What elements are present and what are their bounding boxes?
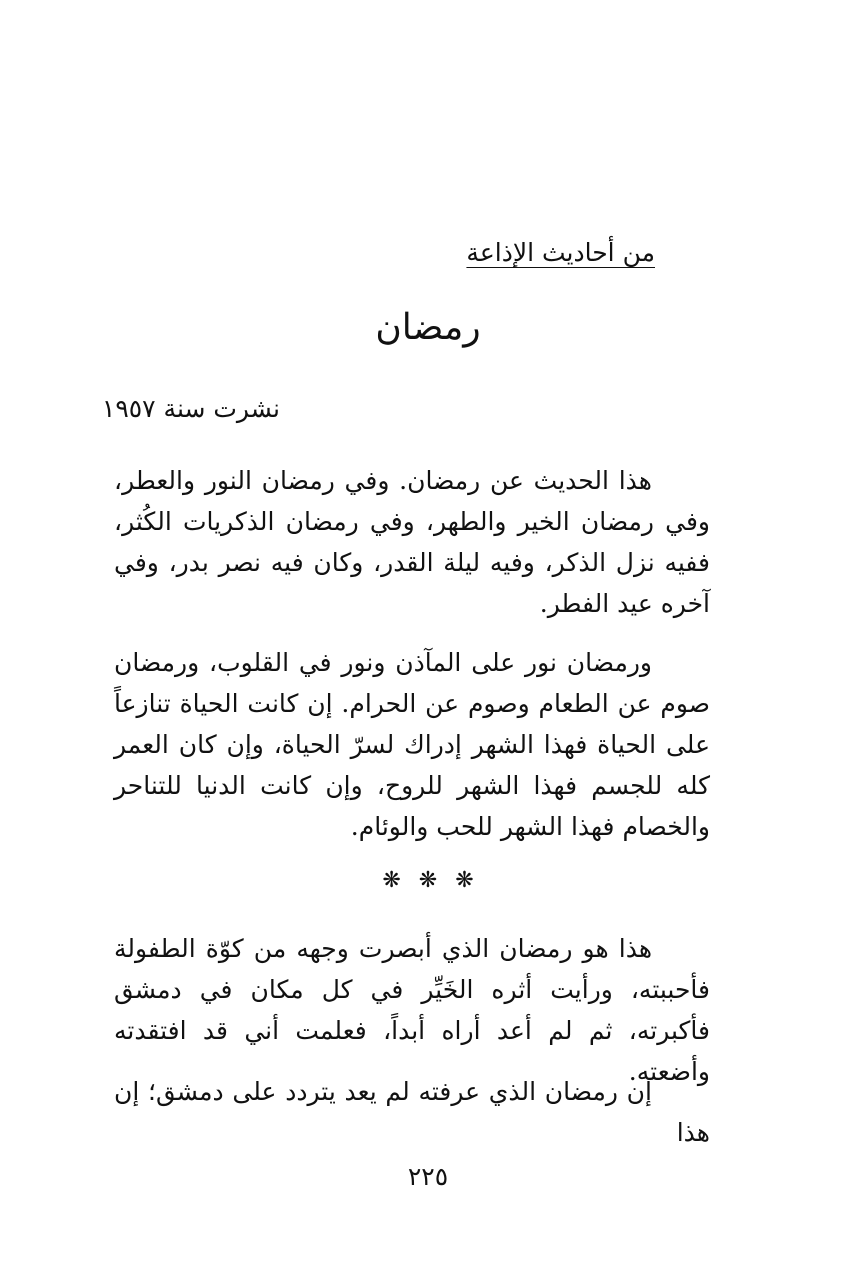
chapter-title: رمضان	[375, 307, 481, 348]
paragraph-1: هذا الحديث عن رمضان. وفي رمضان النور والعطر، وفي رمضان الخير والطهر، وفي رمضان الذكريات الكُثر، ففيه نزل الذكر، وفيه ليلة القدر، وكان فيه نصر بدر، وفي آخره عيد الفطر.	[114, 466, 710, 618]
paragraph-3: هذا هو رمضان الذي أبصرت وجهه من كوّة الطفولة فأحببته، ورأيت أثره الخَيِّر في كل مكان في دمشق فأكبرته، ثم لم أعد أراه أبداً، فعلمت أني قد افتقدته وأضعته.	[114, 934, 710, 1086]
series-heading: من أحاديث الإذاعة	[466, 238, 655, 267]
paragraph-4: إن رمضان الذي عرفته لم يعد يتردد على دمشق؛ إن هذا	[114, 1077, 710, 1147]
publication-note: نشرت سنة ١٩٥٧	[101, 394, 280, 423]
paragraph-2: ورمضان نور على المآذن ونور في القلوب، ورمضان صوم عن الطعام وصوم عن الحرام. إن كانت الحياة تنازعاً على الحياة فهذا الشهر إدراك لسرّ الحياة، وإن كان العمر كله للجسم فهذا الشهر للروح، وإن كانت الدنيا للتناحر والخصام فهذا الشهر للحب والوئام.	[114, 648, 710, 841]
page-number: ٢٢٥	[407, 1162, 449, 1191]
section-separator: ❋❋❋	[382, 868, 492, 893]
